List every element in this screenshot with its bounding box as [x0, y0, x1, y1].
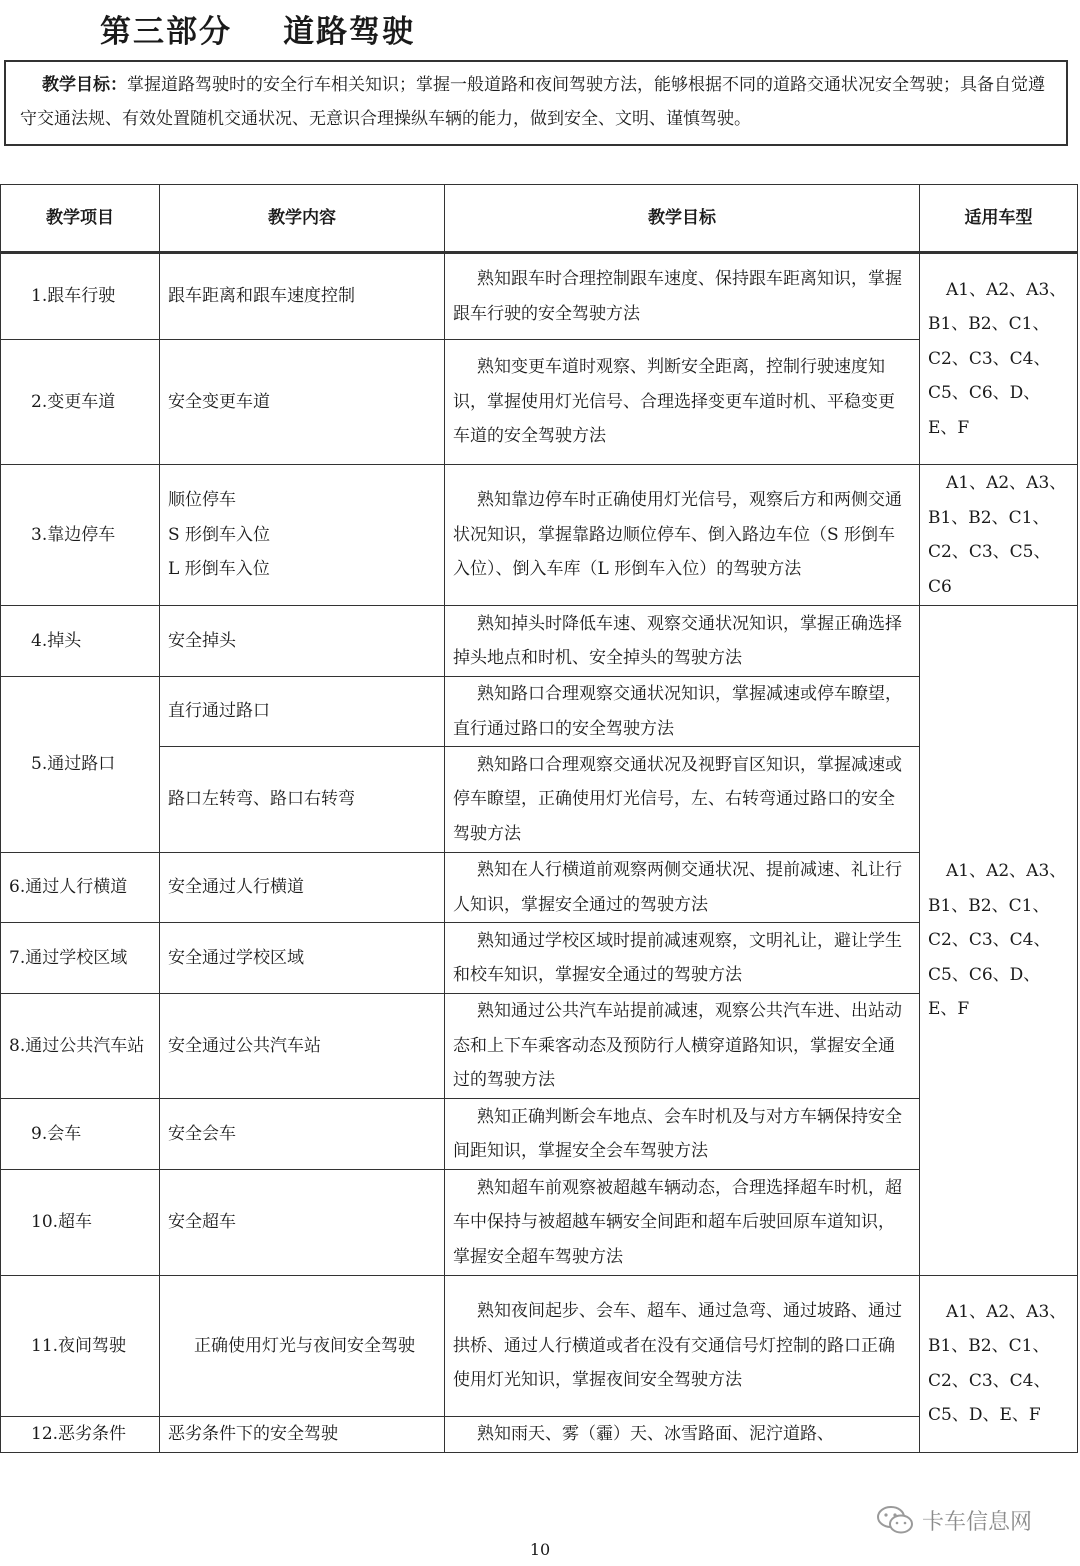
table-row — [1, 1099, 1078, 1170]
teaching-goal-box — [4, 60, 1068, 146]
content-cell: 正确使用灯光与夜间安全驾驶 — [160, 1276, 445, 1417]
header-goal: 教学目标 — [445, 185, 920, 253]
content-line: S 形倒车入位 — [168, 524, 271, 545]
item-cell: 3.靠边停车 — [1, 465, 160, 606]
goal-cell: 熟知路口合理观察交通状况知识，掌握减速或停车瞭望，直行通过路口的安全驾驶方法 — [445, 677, 920, 747]
content-line: 顺位停车 — [168, 490, 236, 511]
content-cell: 安全超车 — [160, 1170, 445, 1276]
table-row — [1, 253, 1078, 340]
item-cell: 7.通过学校区域 — [1, 923, 160, 994]
goal-cell: 熟知掉头时降低车速、观察交通状况知识，掌握正确选择掉头地点和时机、安全掉头的驾驶方法 — [445, 606, 920, 677]
table-row — [1, 606, 1078, 677]
page-title: 第三部分 道路驾驶 — [100, 14, 416, 50]
item-cell: 4.掉头 — [1, 606, 160, 677]
goal-cell: 熟知通过公共汽车站提前减速，观察公共汽车进、出站动态和上下车乘客动态及预防行人横穿道路知识，掌握安全通过的驾驶方法 — [445, 994, 920, 1099]
item-cell: 12.恶劣条件 — [1, 1417, 160, 1453]
vehicle-cell: A1、A2、A3、B1、B2、C1、C2、C3、C4、C5、C6、D、E、F — [920, 606, 1078, 1276]
item-cell: 1.跟车行驶 — [1, 253, 160, 340]
goal-cell: 熟知靠边停车时正确使用灯光信号，观察后方和两侧交通状况知识，掌握靠路边顺位停车、倒入路边车位（S 形倒车入位）、倒入车库（L 形倒车入位）的驾驶方法 — [445, 465, 920, 606]
content-cell: 安全变更车道 — [160, 340, 445, 465]
content-cell — [160, 465, 445, 606]
goal-cell: 熟知通过学校区域时提前减速观察，文明礼让，避让学生和校车知识，掌握安全通过的驾驶方法 — [445, 923, 920, 994]
content-cell: 直行通过路口 — [160, 677, 445, 747]
watermark-text: 卡车信息网 — [922, 1509, 1033, 1535]
table-row — [1, 465, 1078, 606]
content-cell: 安全通过学校区域 — [160, 923, 445, 994]
content-cell: 安全通过公共汽车站 — [160, 994, 445, 1099]
content-cell: 安全通过人行横道 — [160, 853, 445, 923]
goal-label: 教学目标： — [42, 75, 127, 95]
content-cell: 安全会车 — [160, 1099, 445, 1170]
content-cell: 安全掉头 — [160, 606, 445, 677]
goal-cell: 熟知跟车时合理控制跟车速度、保持跟车距离知识，掌握跟车行驶的安全驾驶方法 — [445, 253, 920, 340]
header-vehicle: 适用车型 — [920, 185, 1078, 253]
page-number: 10 — [529, 1540, 551, 1559]
goal-cell: 熟知夜间起步、会车、超车、通过急弯、通过坡路、通过拱桥、通过人行横道或者在没有交通信号灯控制的路口正确使用灯光知识，掌握夜间安全驾驶方法 — [445, 1276, 920, 1417]
vehicle-cell: A1、A2、A3、B1、B2、C1、C2、C3、C4、C5、C6、D、E、F — [920, 253, 1078, 465]
content-cell: 路口左转弯、路口右转弯 — [160, 747, 445, 853]
goal-cell: 熟知正确判断会车地点、会车时机及与对方车辆保持安全间距知识，掌握安全会车驾驶方法 — [445, 1099, 920, 1170]
goal-cell: 熟知在人行横道前观察两侧交通状况、提前减速、礼让行人知识，掌握安全通过的驾驶方法 — [445, 853, 920, 923]
item-cell: 8.通过公共汽车站 — [1, 994, 160, 1099]
item-cell: 6.通过人行横道 — [1, 853, 160, 923]
goal-cell: 熟知变更车道时观察、判断安全距离，控制行驶速度知识，掌握使用灯光信号、合理选择变更车道时机、平稳变更车道的安全驾驶方法 — [445, 340, 920, 465]
goal-cell: 熟知超车前观察被超越车辆动态，合理选择超车时机，超车中保持与被超越车辆安全间距和超车后驶回原车道知识，掌握安全超车驾驶方法 — [445, 1170, 920, 1276]
table-row — [1, 994, 1078, 1099]
item-cell: 11.夜间驾驶 — [1, 1276, 160, 1417]
table-row — [1, 1276, 1078, 1417]
table-header-row — [1, 185, 1078, 253]
table-row — [1, 853, 1078, 923]
goal-cell: 熟知雨天、雾（霾）天、冰雪路面、泥泞道路、 — [445, 1417, 920, 1453]
header-item: 教学项目 — [1, 185, 160, 253]
table-row — [1, 340, 1078, 465]
table-row — [1, 747, 1078, 853]
item-cell: 9.会车 — [1, 1099, 160, 1170]
vehicle-cell: A1、A2、A3、B1、B2、C1、C2、C3、C4、C5、D、E、F — [920, 1276, 1078, 1453]
vehicle-cell: A1、A2、A3、B1、B2、C1、C2、C3、C5、C6 — [920, 465, 1078, 606]
table-row — [1, 677, 1078, 747]
content-cell: 恶劣条件下的安全驾驶 — [160, 1417, 445, 1453]
table-row — [1, 1170, 1078, 1276]
table-row — [1, 923, 1078, 994]
item-cell: 2.变更车道 — [1, 340, 160, 465]
item-cell: 10.超车 — [1, 1170, 160, 1276]
header-content: 教学内容 — [160, 185, 445, 253]
course-table — [0, 184, 1078, 1453]
watermark — [876, 1500, 1032, 1540]
content-cell: 跟车距离和跟车速度控制 — [160, 253, 445, 340]
wechat-icon — [876, 1505, 914, 1535]
content-line: L 形倒车入位 — [168, 559, 270, 580]
table-row — [1, 1417, 1078, 1453]
goal-text: 掌握道路驾驶时的安全行车相关知识；掌握一般道路和夜间驾驶方法，能够根据不同的道路交通状况安全驾驶；具备自觉遵守交通法规、有效处置随机交通状况、无意识合理操纵车辆的能力，做到安全、文明、谨慎驾驶。 — [20, 75, 1045, 129]
goal-cell: 熟知路口合理观察交通状况及视野盲区知识，掌握减速或停车瞭望，正确使用灯光信号，左、右转弯通过路口的安全驾驶方法 — [445, 747, 920, 853]
item-cell: 5.通过路口 — [1, 677, 160, 853]
